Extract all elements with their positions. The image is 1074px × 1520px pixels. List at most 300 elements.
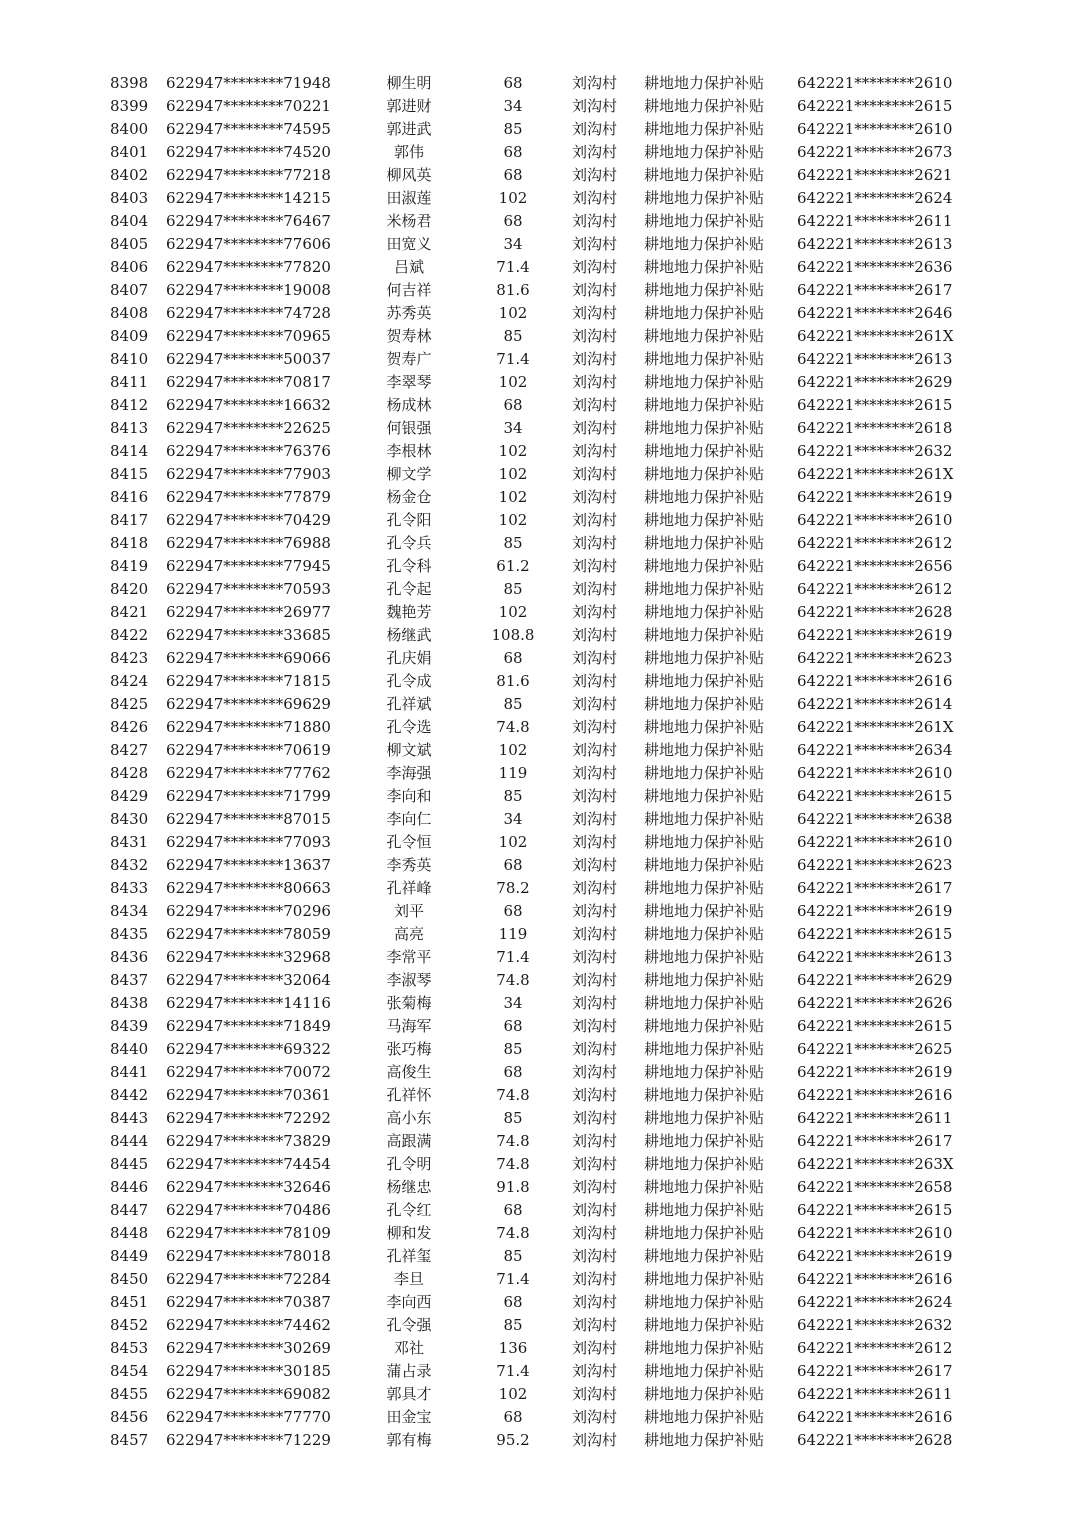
bank-account: 622947********71880 xyxy=(166,718,331,736)
row-number: 8425 xyxy=(110,695,149,713)
table-row xyxy=(0,555,1074,578)
bank-account: 622947********30269 xyxy=(166,1339,331,1357)
row-number: 8447 xyxy=(110,1201,149,1219)
subsidy-item: 耕地地力保护补贴 xyxy=(644,1431,765,1449)
subsidy-item: 耕地地力保护补贴 xyxy=(644,1017,765,1035)
village-name: 刘沟村 xyxy=(572,879,618,897)
recipient-name: 孔令成 xyxy=(386,672,432,690)
bank-account: 622947********70361 xyxy=(166,1086,331,1104)
village-name: 刘沟村 xyxy=(572,1293,618,1311)
bank-account: 622947********69629 xyxy=(166,695,331,713)
id-number: 642221********2615 xyxy=(797,925,953,943)
row-number: 8429 xyxy=(110,787,149,805)
subsidy-item: 耕地地力保护补贴 xyxy=(644,810,765,828)
village-name: 刘沟村 xyxy=(572,120,618,138)
id-number: 642221********2613 xyxy=(797,350,953,368)
row-number: 8448 xyxy=(110,1224,149,1242)
bank-account: 622947********32064 xyxy=(166,971,331,989)
row-number: 8406 xyxy=(110,258,149,276)
id-number: 642221********2611 xyxy=(797,212,953,230)
village-name: 刘沟村 xyxy=(572,143,618,161)
subsidy-amount: 85 xyxy=(503,120,523,138)
subsidy-amount: 74.8 xyxy=(496,971,530,989)
subsidy-item: 耕地地力保护补贴 xyxy=(644,1224,765,1242)
row-number: 8431 xyxy=(110,833,149,851)
bank-account: 622947********77770 xyxy=(166,1408,331,1426)
table-row xyxy=(0,992,1074,1015)
table-row xyxy=(0,969,1074,992)
table-row xyxy=(0,486,1074,509)
subsidy-item: 耕地地力保护补贴 xyxy=(644,994,765,1012)
table-row xyxy=(0,1015,1074,1038)
subsidy-amount: 68 xyxy=(503,1408,523,1426)
recipient-name: 李旦 xyxy=(393,1270,424,1288)
recipient-name: 邓社 xyxy=(393,1339,424,1357)
subsidy-amount: 34 xyxy=(503,235,523,253)
recipient-name: 贺寿广 xyxy=(386,350,432,368)
id-number: 642221********261X xyxy=(797,718,954,736)
id-number: 642221********2646 xyxy=(797,304,953,322)
row-number: 8423 xyxy=(110,649,149,667)
row-number: 8426 xyxy=(110,718,149,736)
id-number: 642221********2612 xyxy=(797,1339,953,1357)
row-number: 8402 xyxy=(110,166,149,184)
subsidy-item: 耕地地力保护补贴 xyxy=(644,1362,765,1380)
subsidy-amount: 68 xyxy=(503,74,523,92)
subsidy-item: 耕地地力保护补贴 xyxy=(644,1063,765,1081)
bank-account: 622947********80663 xyxy=(166,879,331,897)
bank-account: 622947********70429 xyxy=(166,511,331,529)
id-number: 642221********2632 xyxy=(797,442,953,460)
id-number: 642221********2611 xyxy=(797,1109,953,1127)
village-name: 刘沟村 xyxy=(572,1155,618,1173)
subsidy-item: 耕地地力保护补贴 xyxy=(644,1316,765,1334)
subsidy-amount: 102 xyxy=(498,488,528,506)
subsidy-item: 耕地地力保护补贴 xyxy=(644,281,765,299)
table-row xyxy=(0,1429,1074,1452)
subsidy-item: 耕地地力保护补贴 xyxy=(644,1086,765,1104)
row-number: 8422 xyxy=(110,626,149,644)
village-name: 刘沟村 xyxy=(572,1362,618,1380)
subsidy-amount: 95.2 xyxy=(496,1431,530,1449)
subsidy-amount: 85 xyxy=(503,1040,523,1058)
table-row xyxy=(0,187,1074,210)
row-number: 8428 xyxy=(110,764,149,782)
bank-account: 622947********74728 xyxy=(166,304,331,322)
subsidy-item: 耕地地力保护补贴 xyxy=(644,97,765,115)
subsidy-amount: 102 xyxy=(498,465,528,483)
subsidy-item: 耕地地力保护补贴 xyxy=(644,534,765,552)
table-row xyxy=(0,1337,1074,1360)
subsidy-amount: 68 xyxy=(503,902,523,920)
subsidy-amount: 102 xyxy=(498,442,528,460)
subsidy-item: 耕地地力保护补贴 xyxy=(644,396,765,414)
bank-account: 622947********71849 xyxy=(166,1017,331,1035)
village-name: 刘沟村 xyxy=(572,74,618,92)
recipient-name: 郭进武 xyxy=(386,120,432,138)
village-name: 刘沟村 xyxy=(572,810,618,828)
recipient-name: 郭进财 xyxy=(386,97,432,115)
recipient-name: 柳和发 xyxy=(386,1224,432,1242)
subsidy-amount: 71.4 xyxy=(496,1362,530,1380)
table-row xyxy=(0,1222,1074,1245)
subsidy-amount: 81.6 xyxy=(496,281,530,299)
subsidy-amount: 85 xyxy=(503,1247,523,1265)
subsidy-amount: 85 xyxy=(503,1109,523,1127)
recipient-name: 柳文斌 xyxy=(386,741,432,759)
row-number: 8450 xyxy=(110,1270,149,1288)
village-name: 刘沟村 xyxy=(572,1224,618,1242)
subsidy-amount: 136 xyxy=(498,1339,528,1357)
subsidy-amount: 61.2 xyxy=(496,557,530,575)
subsidy-amount: 102 xyxy=(498,741,528,759)
table-row xyxy=(0,900,1074,923)
village-name: 刘沟村 xyxy=(572,718,618,736)
village-name: 刘沟村 xyxy=(572,1178,618,1196)
id-number: 642221********2610 xyxy=(797,1224,953,1242)
village-name: 刘沟村 xyxy=(572,833,618,851)
bank-account: 622947********70817 xyxy=(166,373,331,391)
subsidy-item: 耕地地力保护补贴 xyxy=(644,649,765,667)
subsidy-amount: 68 xyxy=(503,1201,523,1219)
id-number: 642221********2615 xyxy=(797,787,953,805)
recipient-name: 孔令红 xyxy=(386,1201,432,1219)
row-number: 8430 xyxy=(110,810,149,828)
table-row xyxy=(0,463,1074,486)
village-name: 刘沟村 xyxy=(572,1431,618,1449)
subsidy-item: 耕地地力保护补贴 xyxy=(644,166,765,184)
id-number: 642221********2619 xyxy=(797,902,953,920)
row-number: 8408 xyxy=(110,304,149,322)
bank-account: 622947********71815 xyxy=(166,672,331,690)
row-number: 8427 xyxy=(110,741,149,759)
subsidy-item: 耕地地力保护补贴 xyxy=(644,1247,765,1265)
table-row xyxy=(0,831,1074,854)
village-name: 刘沟村 xyxy=(572,672,618,690)
subsidy-item: 耕地地力保护补贴 xyxy=(644,1109,765,1127)
recipient-name: 马海军 xyxy=(386,1017,432,1035)
id-number: 642221********2617 xyxy=(797,879,953,897)
row-number: 8401 xyxy=(110,143,149,161)
subsidy-item: 耕地地力保护补贴 xyxy=(644,672,765,690)
id-number: 642221********2616 xyxy=(797,1086,953,1104)
subsidy-amount: 102 xyxy=(498,304,528,322)
bank-account: 622947********72284 xyxy=(166,1270,331,1288)
subsidy-item: 耕地地力保护补贴 xyxy=(644,1270,765,1288)
subsidy-item: 耕地地力保护补贴 xyxy=(644,1408,765,1426)
subsidy-amount: 71.4 xyxy=(496,1270,530,1288)
recipient-name: 孔令恒 xyxy=(386,833,432,851)
table-row xyxy=(0,95,1074,118)
village-name: 刘沟村 xyxy=(572,626,618,644)
subsidy-amount: 68 xyxy=(503,1063,523,1081)
bank-account: 622947********78059 xyxy=(166,925,331,943)
row-number: 8443 xyxy=(110,1109,149,1127)
recipient-name: 吕斌 xyxy=(393,258,424,276)
recipient-name: 张巧梅 xyxy=(386,1040,432,1058)
id-number: 642221********2617 xyxy=(797,1132,953,1150)
subsidy-item: 耕地地力保护补贴 xyxy=(644,304,765,322)
table-row xyxy=(0,1038,1074,1061)
table-row xyxy=(0,440,1074,463)
subsidy-amount: 108.8 xyxy=(491,626,535,644)
table-row xyxy=(0,118,1074,141)
subsidy-item: 耕地地力保护补贴 xyxy=(644,764,765,782)
village-name: 刘沟村 xyxy=(572,741,618,759)
id-number: 642221********2628 xyxy=(797,603,953,621)
bank-account: 622947********70965 xyxy=(166,327,331,345)
bank-account: 622947********70486 xyxy=(166,1201,331,1219)
id-number: 642221********2628 xyxy=(797,1431,953,1449)
subsidy-amount: 85 xyxy=(503,695,523,713)
subsidy-amount: 85 xyxy=(503,327,523,345)
village-name: 刘沟村 xyxy=(572,281,618,299)
village-name: 刘沟村 xyxy=(572,212,618,230)
table-row xyxy=(0,808,1074,831)
row-number: 8399 xyxy=(110,97,149,115)
table-row xyxy=(0,1360,1074,1383)
village-name: 刘沟村 xyxy=(572,465,618,483)
row-number: 8434 xyxy=(110,902,149,920)
recipient-name: 孔祥怀 xyxy=(386,1086,432,1104)
recipient-name: 田金宝 xyxy=(386,1408,432,1426)
bank-account: 622947********77606 xyxy=(166,235,331,253)
recipient-name: 柳生明 xyxy=(386,74,432,92)
recipient-name: 孔庆娟 xyxy=(386,649,432,667)
village-name: 刘沟村 xyxy=(572,1316,618,1334)
village-name: 刘沟村 xyxy=(572,649,618,667)
village-name: 刘沟村 xyxy=(572,925,618,943)
recipient-name: 孔令兵 xyxy=(386,534,432,552)
id-number: 642221********2615 xyxy=(797,1017,953,1035)
row-number: 8415 xyxy=(110,465,149,483)
row-number: 8412 xyxy=(110,396,149,414)
recipient-name: 郭有梅 xyxy=(386,1431,432,1449)
recipient-name: 蒲占录 xyxy=(386,1362,432,1380)
subsidy-amount: 68 xyxy=(503,1293,523,1311)
recipient-name: 李秀英 xyxy=(386,856,432,874)
table-row xyxy=(0,877,1074,900)
subsidy-item: 耕地地力保护补贴 xyxy=(644,1132,765,1150)
id-number: 642221********2613 xyxy=(797,235,953,253)
recipient-name: 刘平 xyxy=(393,902,424,920)
bank-account: 622947********74462 xyxy=(166,1316,331,1334)
table-row xyxy=(0,739,1074,762)
id-number: 642221********2625 xyxy=(797,1040,953,1058)
recipient-name: 杨继忠 xyxy=(386,1178,432,1196)
table-row xyxy=(0,762,1074,785)
subsidy-item: 耕地地力保护补贴 xyxy=(644,350,765,368)
row-number: 8451 xyxy=(110,1293,149,1311)
village-name: 刘沟村 xyxy=(572,442,618,460)
subsidy-item: 耕地地力保护补贴 xyxy=(644,718,765,736)
id-number: 642221********2621 xyxy=(797,166,953,184)
bank-account: 622947********78109 xyxy=(166,1224,331,1242)
bank-account: 622947********69322 xyxy=(166,1040,331,1058)
village-name: 刘沟村 xyxy=(572,787,618,805)
bank-account: 622947********71229 xyxy=(166,1431,331,1449)
recipient-name: 李根林 xyxy=(386,442,432,460)
table-row xyxy=(0,1130,1074,1153)
recipient-name: 孔令明 xyxy=(386,1155,432,1173)
id-number: 642221********2610 xyxy=(797,511,953,529)
id-number: 642221********2634 xyxy=(797,741,953,759)
table-row xyxy=(0,325,1074,348)
subsidy-item: 耕地地力保护补贴 xyxy=(644,902,765,920)
village-name: 刘沟村 xyxy=(572,971,618,989)
subsidy-item: 耕地地力保护补贴 xyxy=(644,948,765,966)
subsidy-item: 耕地地力保护补贴 xyxy=(644,419,765,437)
subsidy-item: 耕地地力保护补贴 xyxy=(644,327,765,345)
subsidy-amount: 34 xyxy=(503,994,523,1012)
row-number: 8446 xyxy=(110,1178,149,1196)
table-row xyxy=(0,302,1074,325)
village-name: 刘沟村 xyxy=(572,235,618,253)
bank-account: 622947********70072 xyxy=(166,1063,331,1081)
village-name: 刘沟村 xyxy=(572,189,618,207)
subsidy-item: 耕地地力保护补贴 xyxy=(644,925,765,943)
table-row xyxy=(0,394,1074,417)
village-name: 刘沟村 xyxy=(572,1408,618,1426)
id-number: 642221********2614 xyxy=(797,695,953,713)
recipient-name: 李向西 xyxy=(386,1293,432,1311)
id-number: 642221********2629 xyxy=(797,373,953,391)
recipient-name: 贺寿林 xyxy=(386,327,432,345)
village-name: 刘沟村 xyxy=(572,764,618,782)
bank-account: 622947********77945 xyxy=(166,557,331,575)
id-number: 642221********2610 xyxy=(797,764,953,782)
id-number: 642221********2626 xyxy=(797,994,953,1012)
table-row xyxy=(0,1268,1074,1291)
village-name: 刘沟村 xyxy=(572,166,618,184)
subsidy-amount: 74.8 xyxy=(496,718,530,736)
table-row xyxy=(0,256,1074,279)
table-row xyxy=(0,946,1074,969)
recipient-name: 孔祥斌 xyxy=(386,695,432,713)
subsidy-amount: 85 xyxy=(503,580,523,598)
id-number: 642221********2624 xyxy=(797,1293,953,1311)
subsidy-amount: 68 xyxy=(503,396,523,414)
recipient-name: 杨继武 xyxy=(386,626,432,644)
recipient-name: 高跟满 xyxy=(386,1132,432,1150)
subsidy-item: 耕地地力保护补贴 xyxy=(644,74,765,92)
recipient-name: 李翠琴 xyxy=(386,373,432,391)
subsidy-amount: 68 xyxy=(503,212,523,230)
village-name: 刘沟村 xyxy=(572,948,618,966)
subsidy-amount: 81.6 xyxy=(496,672,530,690)
village-name: 刘沟村 xyxy=(572,695,618,713)
bank-account: 622947********26977 xyxy=(166,603,331,621)
row-number: 8456 xyxy=(110,1408,149,1426)
id-number: 642221********2613 xyxy=(797,948,953,966)
recipient-name: 苏秀英 xyxy=(386,304,432,322)
recipient-name: 柳文学 xyxy=(386,465,432,483)
subsidy-amount: 119 xyxy=(498,925,528,943)
id-number: 642221********2612 xyxy=(797,534,953,552)
subsidy-item: 耕地地力保护补贴 xyxy=(644,741,765,759)
subsidy-amount: 74.8 xyxy=(496,1132,530,1150)
table-row xyxy=(0,1176,1074,1199)
table-row xyxy=(0,532,1074,555)
village-name: 刘沟村 xyxy=(572,327,618,345)
subsidy-item: 耕地地力保护补贴 xyxy=(644,1385,765,1403)
table-row xyxy=(0,371,1074,394)
table-row xyxy=(0,509,1074,532)
subsidy-amount: 68 xyxy=(503,143,523,161)
table-row xyxy=(0,141,1074,164)
table-row xyxy=(0,279,1074,302)
id-number: 642221********2623 xyxy=(797,856,953,874)
id-number: 642221********2615 xyxy=(797,1201,953,1219)
row-number: 8405 xyxy=(110,235,149,253)
id-number: 642221********2638 xyxy=(797,810,953,828)
bank-account: 622947********70387 xyxy=(166,1293,331,1311)
row-number: 8453 xyxy=(110,1339,149,1357)
village-name: 刘沟村 xyxy=(572,419,618,437)
bank-account: 622947********32968 xyxy=(166,948,331,966)
bank-account: 622947********74454 xyxy=(166,1155,331,1173)
village-name: 刘沟村 xyxy=(572,1040,618,1058)
subsidy-amount: 74.8 xyxy=(496,1086,530,1104)
subsidy-amount: 119 xyxy=(498,764,528,782)
table-row xyxy=(0,1084,1074,1107)
subsidy-item: 耕地地力保护补贴 xyxy=(644,189,765,207)
row-number: 8424 xyxy=(110,672,149,690)
row-number: 8439 xyxy=(110,1017,149,1035)
recipient-name: 郭伟 xyxy=(393,143,424,161)
bank-account: 622947********78018 xyxy=(166,1247,331,1265)
table-row xyxy=(0,1383,1074,1406)
subsidy-item: 耕地地力保护补贴 xyxy=(644,603,765,621)
subsidy-item: 耕地地力保护补贴 xyxy=(644,258,765,276)
id-number: 642221********2616 xyxy=(797,672,953,690)
row-number: 8407 xyxy=(110,281,149,299)
row-number: 8404 xyxy=(110,212,149,230)
subsidy-item: 耕地地力保护补贴 xyxy=(644,442,765,460)
bank-account: 622947********33685 xyxy=(166,626,331,644)
village-name: 刘沟村 xyxy=(572,350,618,368)
table-row xyxy=(0,1107,1074,1130)
table-row xyxy=(0,578,1074,601)
table-row xyxy=(0,1061,1074,1084)
table-row xyxy=(0,417,1074,440)
subsidy-item: 耕地地力保护补贴 xyxy=(644,1201,765,1219)
id-number: 642221********2624 xyxy=(797,189,953,207)
bank-account: 622947********32646 xyxy=(166,1178,331,1196)
recipient-name: 杨成林 xyxy=(386,396,432,414)
recipient-name: 高俊生 xyxy=(386,1063,432,1081)
row-number: 8455 xyxy=(110,1385,149,1403)
id-number: 642221********2656 xyxy=(797,557,953,575)
village-name: 刘沟村 xyxy=(572,1270,618,1288)
subsidy-item: 耕地地力保护补贴 xyxy=(644,879,765,897)
bank-account: 622947********77903 xyxy=(166,465,331,483)
village-name: 刘沟村 xyxy=(572,603,618,621)
subsidy-item: 耕地地力保护补贴 xyxy=(644,235,765,253)
id-number: 642221********263X xyxy=(797,1155,954,1173)
bank-account: 622947********13637 xyxy=(166,856,331,874)
village-name: 刘沟村 xyxy=(572,1086,618,1104)
subsidy-amount: 102 xyxy=(498,833,528,851)
recipient-name: 魏艳芳 xyxy=(386,603,432,621)
subsidy-item: 耕地地力保护补贴 xyxy=(644,143,765,161)
table-row xyxy=(0,716,1074,739)
row-number: 8416 xyxy=(110,488,149,506)
table-row xyxy=(0,1291,1074,1314)
subsidy-item: 耕地地力保护补贴 xyxy=(644,626,765,644)
id-number: 642221********2610 xyxy=(797,833,953,851)
subsidy-item: 耕地地力保护补贴 xyxy=(644,971,765,989)
